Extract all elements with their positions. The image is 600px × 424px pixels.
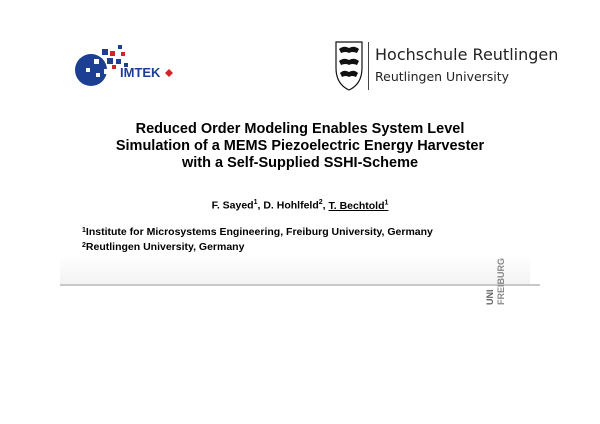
imtek-wordmark: IMTEK	[120, 65, 161, 80]
author-name: T. Bechtold	[328, 199, 385, 212]
uni-freiburg-line2: FREIBURG	[496, 258, 506, 305]
footer-band	[60, 254, 530, 284]
imtek-diamond-icon	[165, 69, 173, 77]
author-separator: ,	[257, 199, 264, 212]
author-separator: ,	[322, 199, 329, 212]
affiliation-sup: 2	[82, 242, 86, 249]
imtek-logo	[74, 43, 174, 93]
page-title: Reduced Order Modeling Enables System Level Simulation of a MEMS Piezoelectric Energy Harvester with a Self-Supplied SSHI-Scheme	[115, 121, 485, 171]
corresponding-author-name	[329, 200, 389, 212]
affiliation-text: Reutlingen University, Germany	[85, 241, 245, 253]
author-name: D. Hohlfeld	[263, 199, 319, 212]
affiliation-sup: 1	[82, 227, 86, 234]
footer-rule	[60, 284, 540, 286]
affiliation-line	[82, 226, 433, 238]
author-affiliation-sup: 1	[253, 199, 258, 206]
author-affiliation-sup: 1	[384, 199, 389, 206]
author-affiliation-sup: 2	[318, 199, 323, 206]
reutlingen-name: Hochschule Reutlingen	[375, 45, 559, 64]
affiliation-line	[82, 241, 244, 253]
uni-freiburg-line1: UNI	[485, 289, 495, 305]
logo-divider	[368, 42, 369, 90]
author-list	[40, 199, 560, 212]
reutlingen-logo	[334, 40, 559, 95]
affiliation-text: Institute for Microsystems Engineering, Freiburg University, Germany	[85, 226, 433, 238]
reutlingen-subtitle: Reutlingen University	[375, 69, 510, 84]
coat-of-arms-icon	[334, 40, 364, 92]
uni-freiburg-logo	[480, 253, 510, 307]
author-name: F. Sayed	[211, 199, 254, 212]
